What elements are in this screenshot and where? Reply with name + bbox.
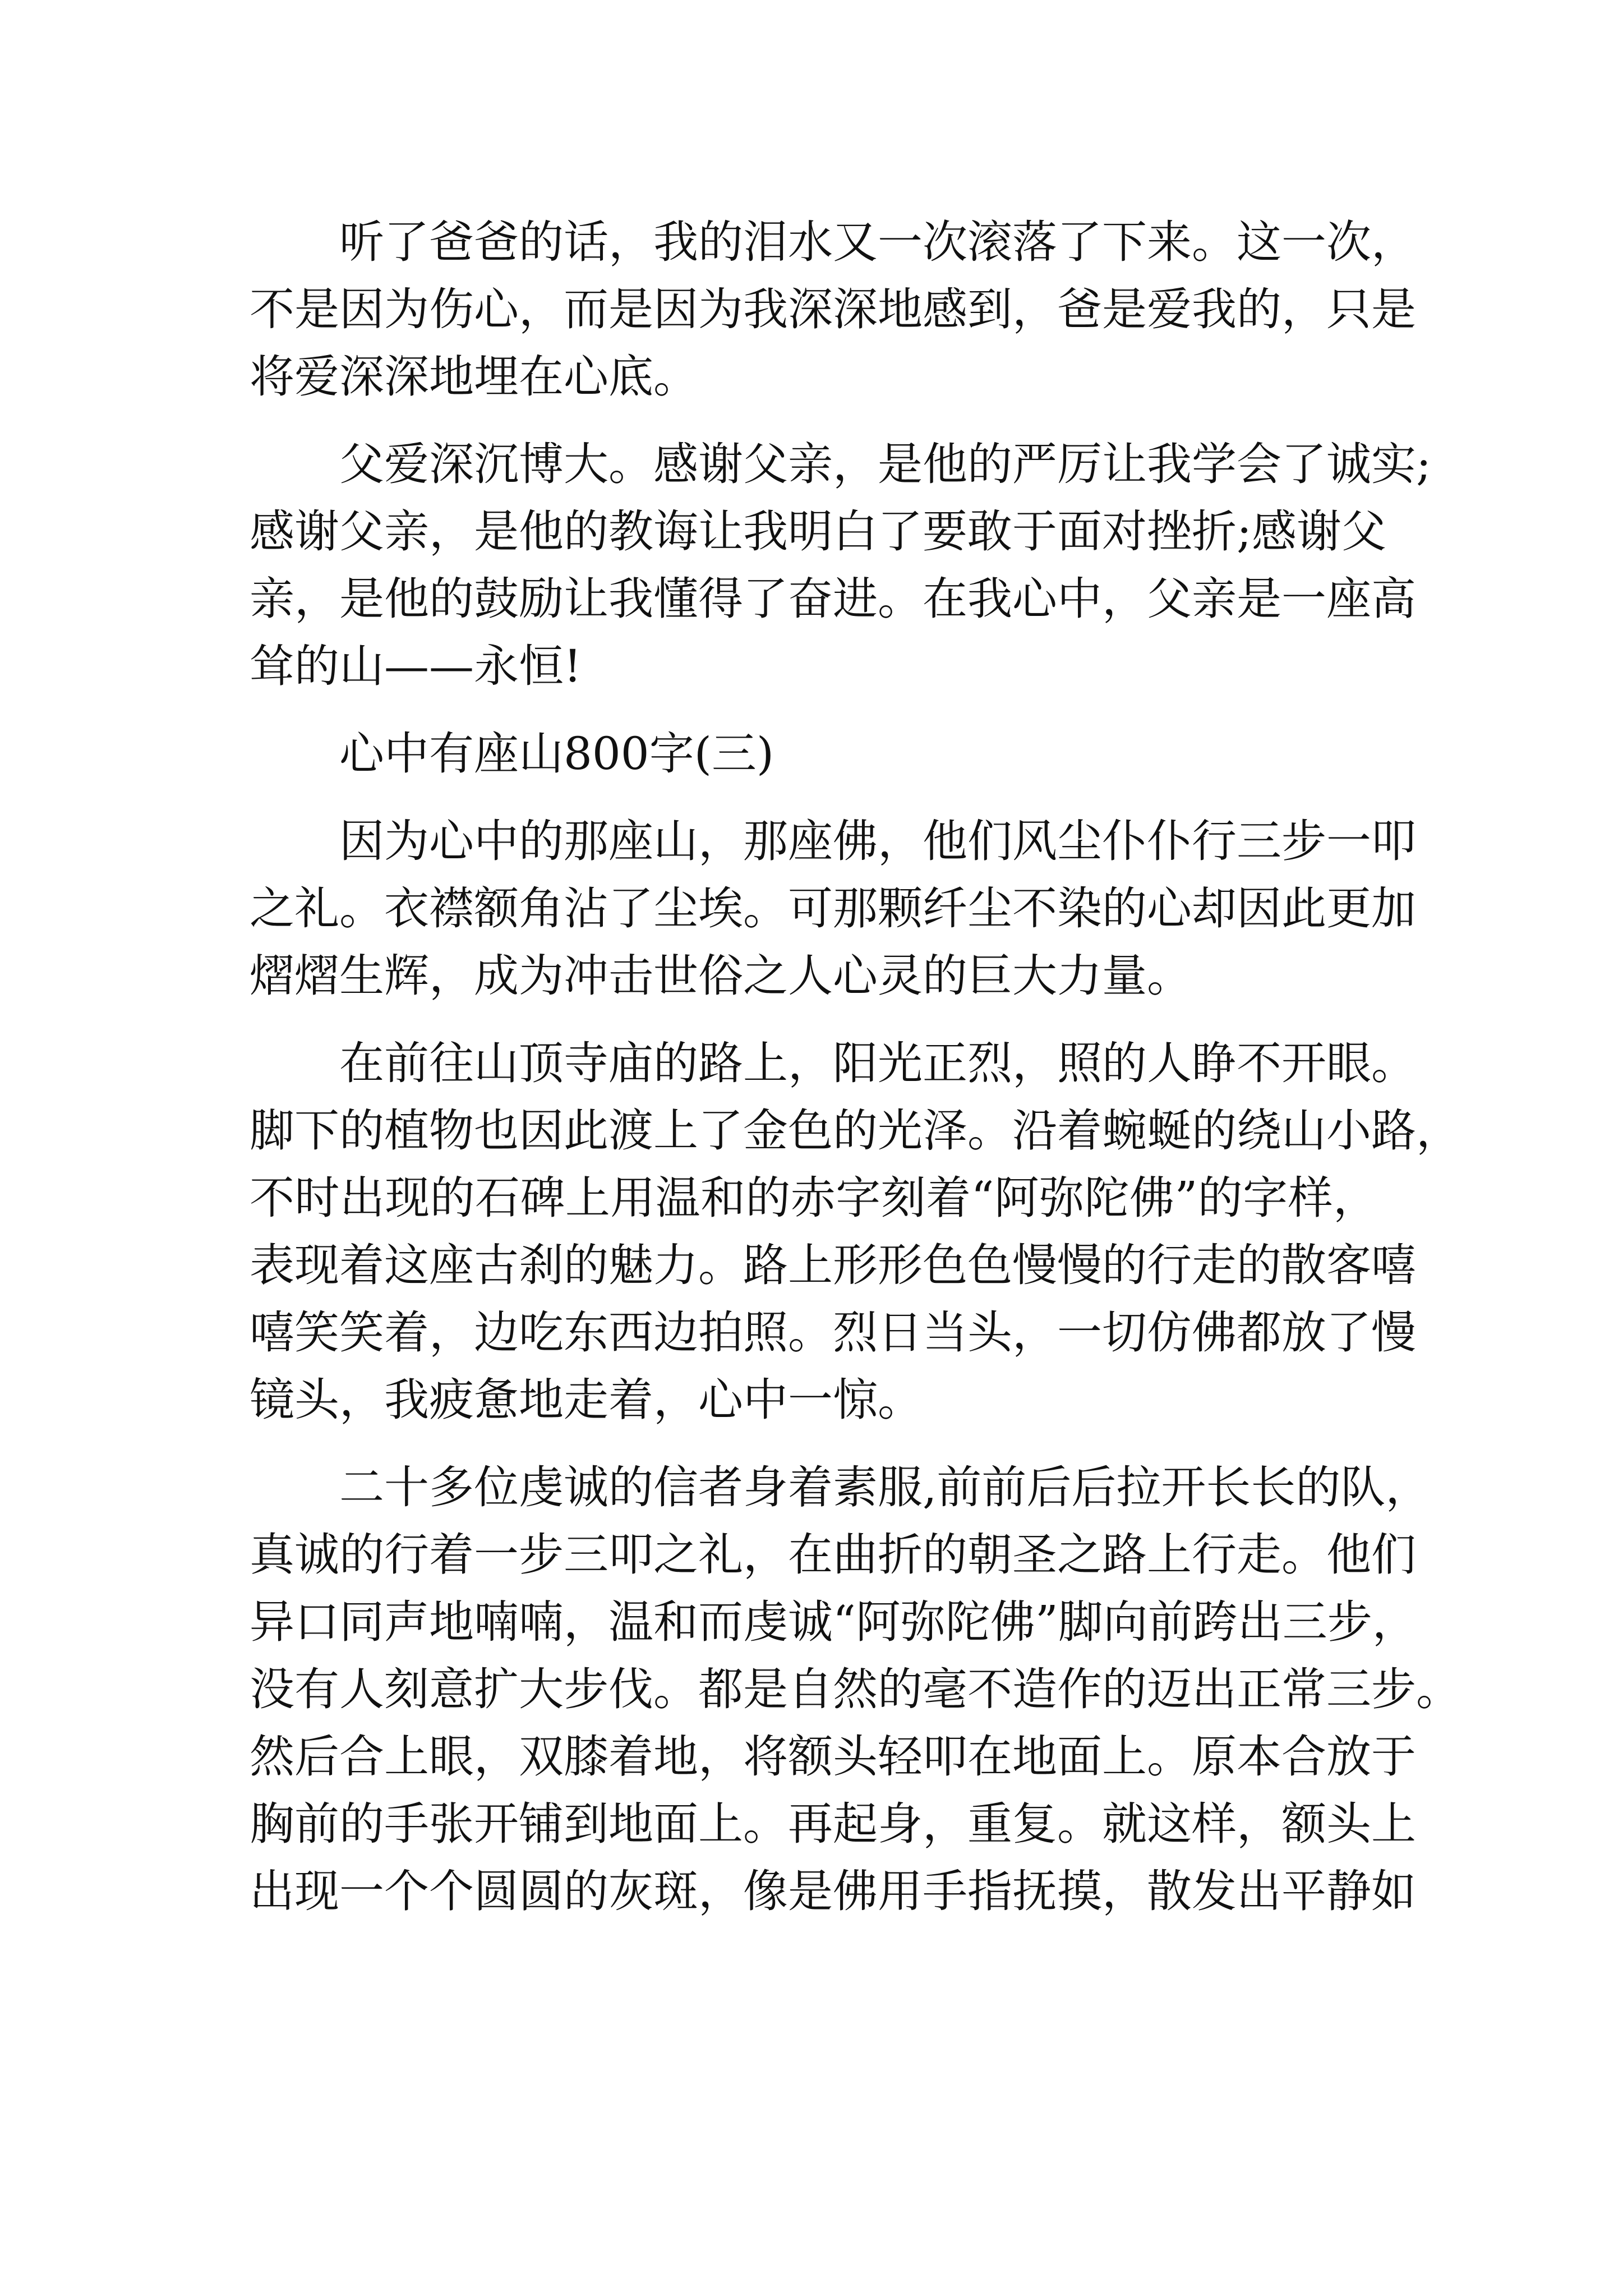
text-line: 不时出现的石碑上用温和的赤字刻着“阿弥陀佛”的字样， (250, 1172, 1378, 1224)
text-line: 脚下的植物也因此渡上了金色的光泽。沿着蜿蜒的绕山小路， (250, 1105, 1461, 1157)
paragraph (250, 1030, 1461, 1434)
text-line: 熠熠生辉，成为冲击世俗之人心灵的巨大力量。 (250, 950, 1192, 1002)
text-line: 感谢父亲，是他的教诲让我明白了要敢于面对挫折;感谢父 (250, 505, 1386, 558)
paragraph (250, 808, 1416, 1010)
text-line: 在前往山顶寺庙的路上，阳光正烈，照的人睁不开眼。 (339, 1037, 1416, 1089)
text-line: 听了爸爸的话，我的泪水又一次滚落了下来。这一次， (339, 216, 1416, 268)
text-line: 胸前的手张开铺到地面上。再起身，重复。就这样，额头上 (250, 1798, 1416, 1850)
text-line: 二十多位虔诚的信者身着素服,前前后后拉开长长的队， (339, 1461, 1431, 1513)
text-line: 之礼。衣襟额角沾了尘埃。可那颗纤尘不染的心却因此更加 (250, 882, 1416, 935)
paragraph (250, 1454, 1461, 1925)
text-line: 亲，是他的鼓励让我懂得了奋进。在我心中，父亲是一座高 (250, 573, 1416, 625)
text-line: 没有人刻意扩大步伐。都是自然的毫不造作的迈出正常三步。 (250, 1663, 1461, 1715)
text-line: 父爱深沉博大。感谢父亲，是他的严厉让我学会了诚实; (339, 438, 1431, 490)
text-line: 镜头，我疲惫地走着，心中一惊。 (250, 1374, 923, 1426)
text-line: 真诚的行着一步三叩之礼，在曲折的朝圣之路上行走。他们 (250, 1529, 1416, 1581)
text-line: 表现着这座古刹的魅力。路上形形色色慢慢的行走的散客嘻 (250, 1239, 1416, 1291)
text-line: 因为心中的那座山，那座佛，他们风尘仆仆行三步一叩 (339, 815, 1416, 867)
paragraph (250, 209, 1416, 411)
text-line: 出现一个个圆圆的灰斑，像是佛用手指抚摸，散发出平静如 (250, 1865, 1416, 1917)
section-heading: 心中有座山800字(三) (339, 728, 774, 780)
text-line: 不是因为伤心，而是因为我深深地感到，爸是爱我的，只是 (250, 283, 1416, 335)
document-body (250, 209, 1461, 1945)
text-line: 耸的山——永恒! (250, 640, 582, 692)
text-line: 嘻笑笑着，边吃东西边拍照。烈日当头，一切仿佛都放了慢 (250, 1306, 1416, 1359)
text-line: 将爱深深地埋在心底。 (250, 351, 698, 403)
text-line: 异口同声地喃喃，温和而虔诚“阿弥陀佛”脚向前跨出三步， (250, 1596, 1417, 1648)
text-line: 然后合上眼，双膝着地，将额头轻叩在地面上。原本合放于 (250, 1731, 1416, 1783)
paragraph (250, 431, 1431, 700)
